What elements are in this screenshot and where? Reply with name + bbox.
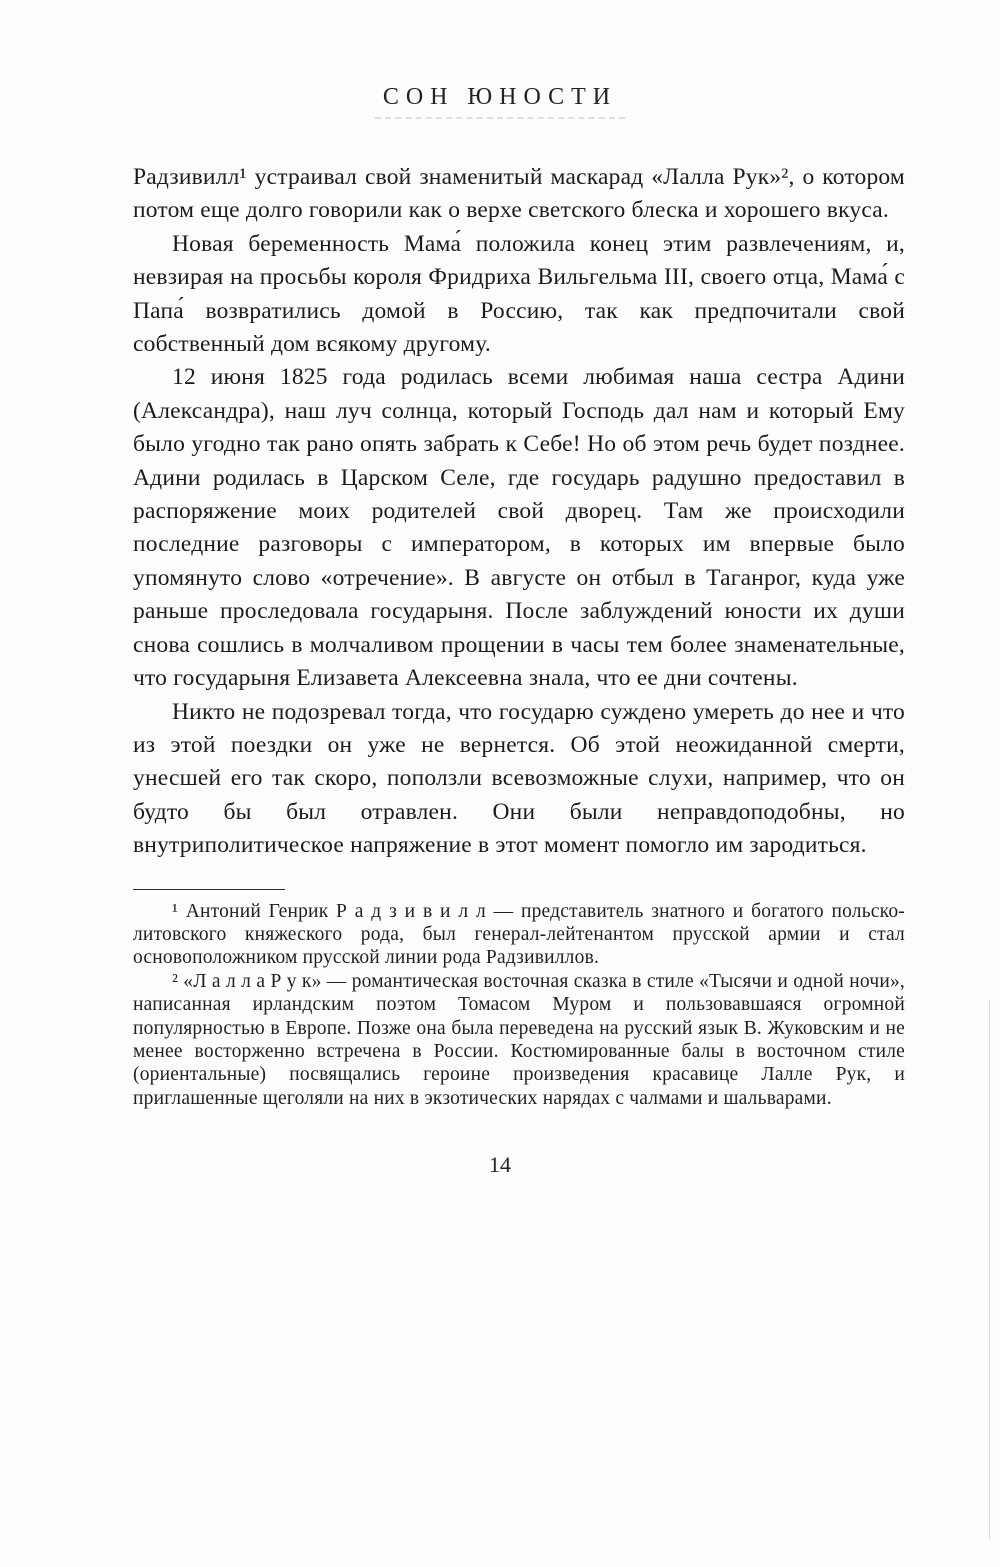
body-paragraph: Радзивилл¹ устраивал свой знаменитый маскарад «Лалла Рук»², о котором потом еще долго говорили как о верхе светского блеска и хорошего вкуса. (133, 164, 905, 224)
footnote-separator (133, 889, 285, 890)
body-paragraph: Новая беременность Мама́ положила конец этим развлечениям, и, невзирая на просьбы короля Фридриха Вильгельма III, своего отца, Мама́ с Папа́ возвратились домой в Россию, так как предпочитали свой собственный дом всякому другому. (133, 230, 905, 358)
page-number: 14 (489, 1152, 511, 1178)
page-header-title: СОН ЮНОСТИ (382, 84, 618, 110)
footnote: ¹ Антоний Генрик Р а д з и в и л л — представитель знатного и богатого польско-литовского княжеского рода, был генерал-лейтенантом прусской армии и стал основоположником прусской линии рода Радзивиллов. (133, 900, 905, 969)
footnotes-section (133, 889, 905, 1111)
body-paragraph: 12 июня 1825 года родилась всеми любимая наша сестра Адини (Александра), наш луч солнца, который Господь дал нам и который Ему было угодно так рано опять забрать к Себе! Но об этом речь будет позднее. Адини родилась в Царском Селе, где государь радушно предоставил в распоряжение моих родителей свой дворец. Там же происходили последние разговоры с императором, в которых им впервые было упомянуто слово «отречение». В августе он отбыл в Таганрог, куда уже раньше проследовала государыня. После заблуждений юности их души снова сошлись в молчаливом прощении в часы тем более знаменательные, что государыня Елизавета Алексеевна знала, что ее дни сочтены. (133, 364, 905, 692)
footnote: ² «Л а л л а Р у к» — романтическая восточная сказка в стиле «Тысячи и одной ночи», написанная ирландским поэтом Томасом Муром и пользовавшаяся огромной популярностью в Европе. Позже она была переведена на русский язык В. Жуковским и не менее восторженно встречена в России. Костюмированные балы в восточном стиле (ориентальные) посвящались героине произведения красавице Лалле Рук, и приглашенные щеголяли на них в экзотических нарядах с чалмами и шальварами. (133, 970, 905, 1109)
scan-edge-line (989, 1000, 990, 1540)
header-rule (375, 117, 625, 119)
body-text (133, 161, 905, 863)
body-paragraph: Никто не подозревал тогда, что государю суждено умереть до нее и что из этой поездки он уже не вернется. Об этой неожиданной смерти, унесшей его так скоро, поползли всевозможные слухи, например, что он будто бы был отравлен. Они были неправдоподобны, но внутриполитическое напряжение в этот момент помогло им зародиться. (133, 698, 905, 859)
